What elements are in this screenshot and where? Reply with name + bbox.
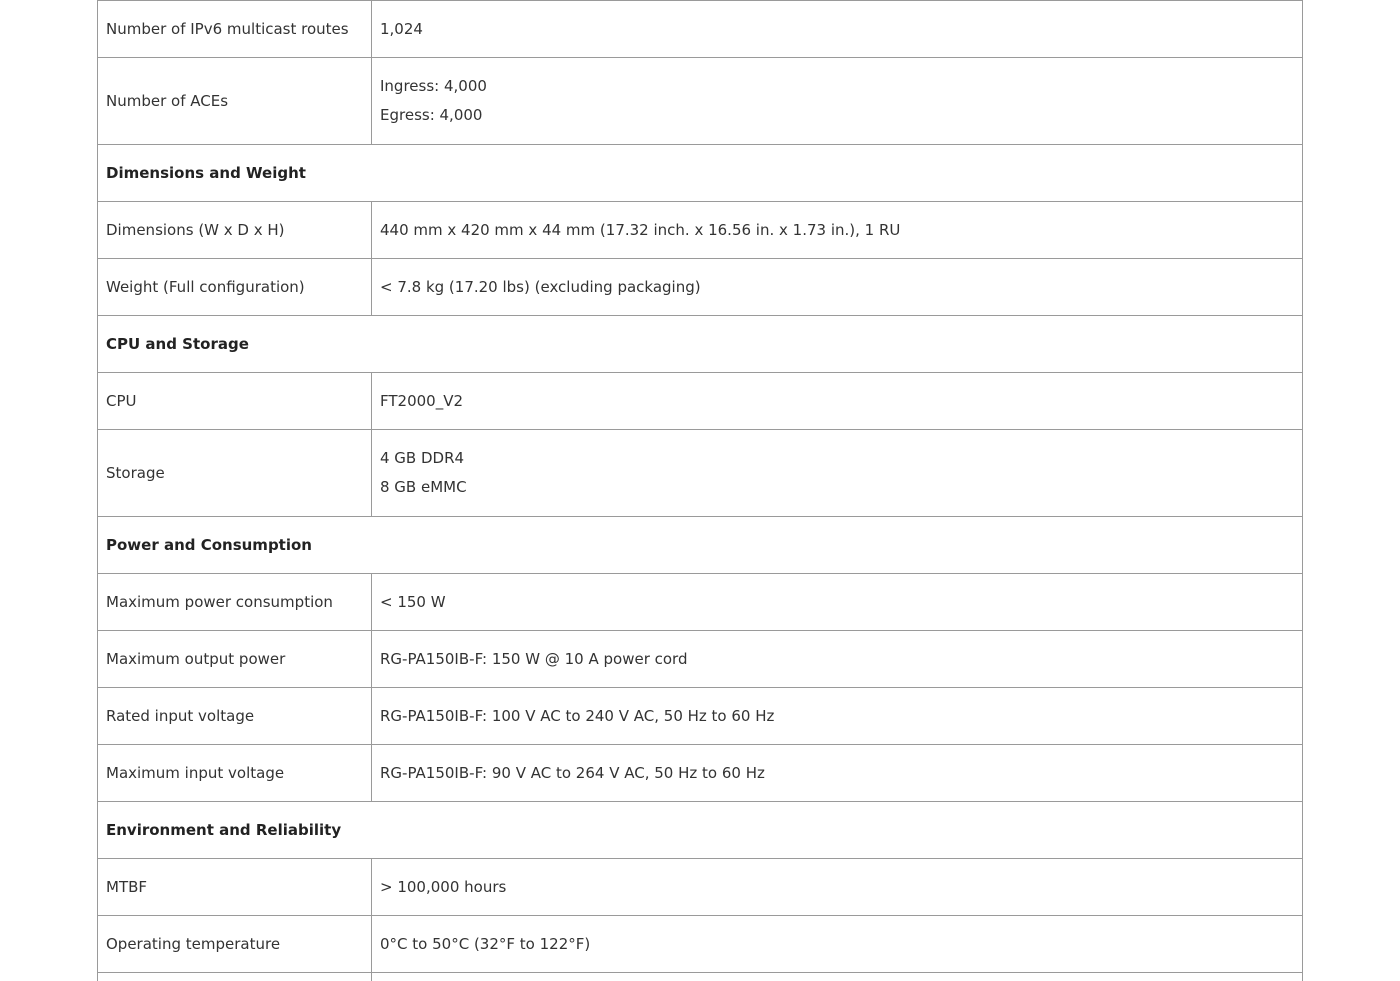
spec-value	[372, 688, 1303, 745]
spec-value-line: 4 GB DDR4	[380, 449, 465, 467]
spec-label: Number of IPv6 multicast routes	[98, 1, 372, 58]
table-row	[98, 916, 1303, 973]
spec-value-line: RG-PA150IB-F: 100 V AC to 240 V AC, 50 Hz to 60 Hz	[380, 706, 775, 725]
spec-table	[97, 0, 1303, 981]
spec-value	[372, 259, 1303, 316]
spec-value-line: RG-PA150IB-F: 90 V AC to 264 V AC, 50 Hz to 60 Hz	[380, 763, 765, 782]
spec-label: Maximum power consumption	[98, 574, 372, 631]
table-row	[98, 574, 1303, 631]
spec-value	[372, 58, 1303, 145]
section-title: Power and Consumption	[98, 517, 1303, 574]
spec-label: CPU	[98, 373, 372, 430]
table-row	[98, 430, 1303, 517]
spec-label: Number of ACEs	[98, 58, 372, 145]
section-header-row	[98, 802, 1303, 859]
spec-value	[372, 859, 1303, 916]
table-row	[98, 631, 1303, 688]
table-row	[98, 259, 1303, 316]
spec-table-body	[98, 1, 1303, 981]
spec-value	[372, 631, 1303, 688]
table-row	[98, 859, 1303, 916]
spec-value	[372, 973, 1303, 981]
spec-label: Maximum output power	[98, 631, 372, 688]
spec-value-line: < 7.8 kg (17.20 lbs) (excluding packaging)	[380, 277, 701, 296]
table-row	[98, 688, 1303, 745]
spec-value-line: 0°C to 50°C (32°F to 122°F)	[380, 934, 591, 953]
spec-value-line: Egress: 4,000	[380, 106, 483, 124]
spec-value	[372, 430, 1303, 517]
section-header-row	[98, 517, 1303, 574]
spec-value-line: 8 GB eMMC	[380, 478, 467, 496]
spec-label	[98, 973, 372, 981]
section-title: Environment and Reliability	[98, 802, 1303, 859]
spec-label: Maximum input voltage	[98, 745, 372, 802]
section-title: CPU and Storage	[98, 316, 1303, 373]
spec-value	[372, 745, 1303, 802]
table-row	[98, 202, 1303, 259]
spec-label: MTBF	[98, 859, 372, 916]
spec-value-line: FT2000_V2	[380, 391, 464, 410]
table-row	[98, 745, 1303, 802]
spec-label: Weight (Full configuration)	[98, 259, 372, 316]
section-header-row	[98, 316, 1303, 373]
spec-value	[372, 1, 1303, 58]
section-title: Dimensions and Weight	[98, 145, 1303, 202]
spec-value-line: > 100,000 hours	[380, 877, 507, 896]
spec-value	[372, 916, 1303, 973]
spec-value-line: < 150 W	[380, 592, 446, 611]
table-row	[98, 58, 1303, 145]
spec-value	[372, 574, 1303, 631]
spec-label: Rated input voltage	[98, 688, 372, 745]
spec-label: Storage	[98, 430, 372, 517]
section-header-row	[98, 145, 1303, 202]
spec-value-line: 440 mm x 420 mm x 44 mm (17.32 inch. x 16.56 in. x 1.73 in.), 1 RU	[380, 220, 901, 239]
spec-value-line: RG-PA150IB-F: 150 W @ 10 A power cord	[380, 649, 688, 668]
spec-value-line: 1,024	[380, 19, 423, 38]
table-row	[98, 973, 1303, 981]
spec-value	[372, 202, 1303, 259]
spec-label: Dimensions (W x D x H)	[98, 202, 372, 259]
table-row	[98, 1, 1303, 58]
spec-value-line: Ingress: 4,000	[380, 77, 487, 95]
table-row	[98, 373, 1303, 430]
spec-value	[372, 373, 1303, 430]
spec-label: Operating temperature	[98, 916, 372, 973]
